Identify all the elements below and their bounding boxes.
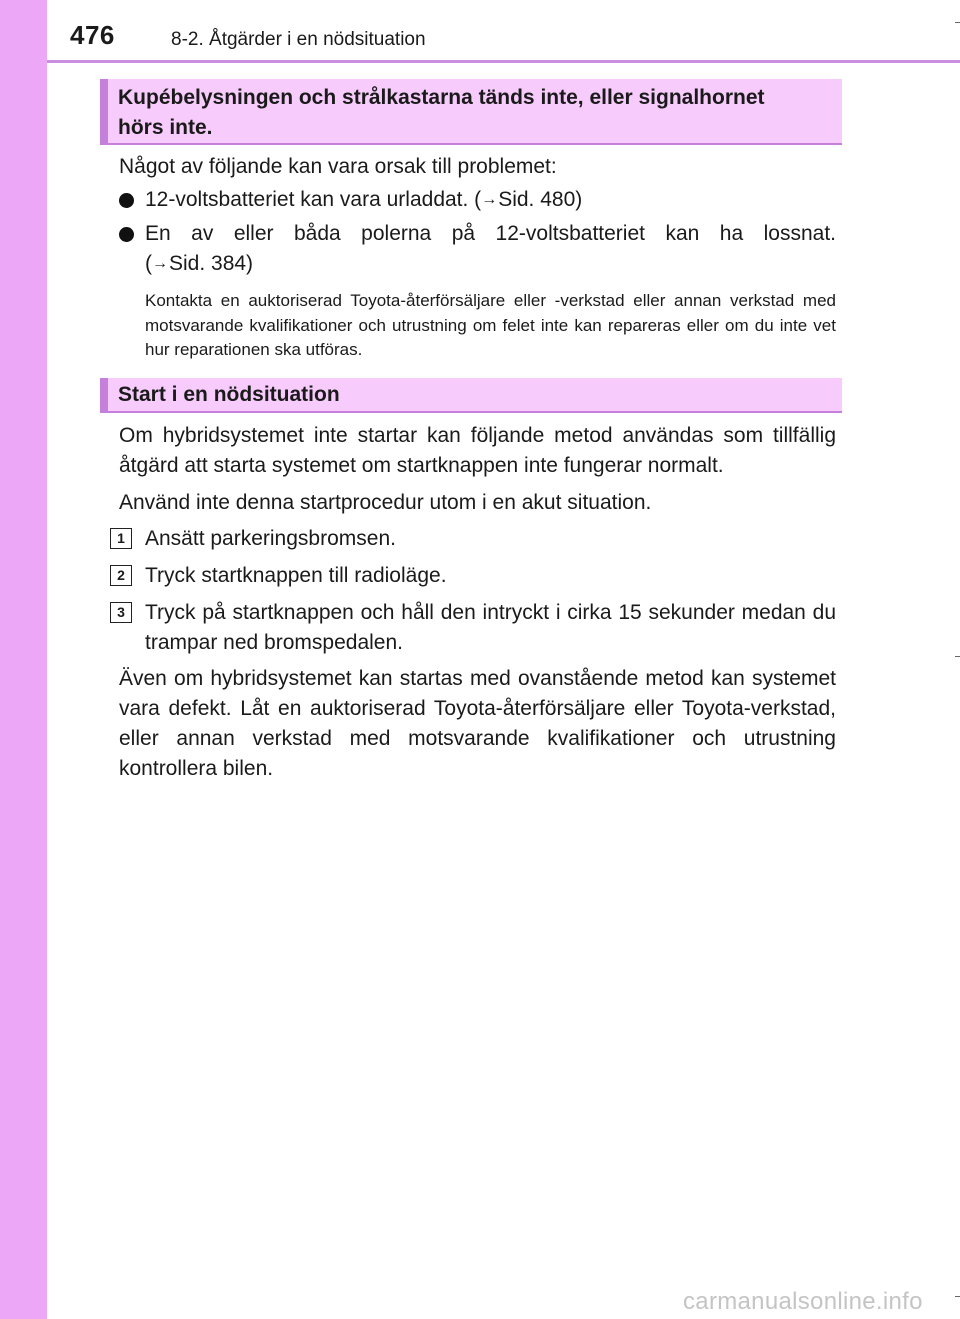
page-number: 476 — [70, 20, 115, 50]
header-rule — [47, 60, 960, 63]
list-item — [119, 185, 836, 215]
section-heading-emergency-start: Start i en nödsituation — [100, 378, 842, 413]
step-text: Tryck på startknappen och håll den intryckt i cirka 15 sekunder medan du trampar ned bromspedalen. — [145, 601, 836, 654]
step-number-badge: 1 — [110, 528, 132, 549]
closing-text: Även om hybridsystemet kan startas med ovanstående metod kan systemet vara defekt. Låt en auktoriserad Toyota-återförsäljare eller Toyota-verkstad, eller annan verkstad med motsvarande kvalifikationer och utrustning kontrollera bilen. — [119, 667, 836, 780]
heading-line: Kupébelysningen och strålkastarna tänds inte, eller signalhornet — [118, 86, 765, 109]
arrow-right-icon: → — [152, 255, 168, 272]
intro-text: Om hybridsystemet inte startar kan följande metod användas som tillfällig åtgärd att starta systemet om startknappen inte fungerar normalt. — [119, 424, 836, 477]
list-item — [119, 219, 836, 279]
step-item — [110, 524, 836, 554]
arrow-right-icon: → — [481, 191, 498, 208]
filled-circle-icon — [119, 193, 134, 208]
section-title: 8-2. Åtgärder i en nödsituation — [171, 29, 426, 50]
filled-circle-icon — [119, 227, 134, 242]
step-number-badge: 2 — [110, 565, 132, 586]
bullet-text: 12-voltsbatteriet kan vara urladdat. ( — [145, 188, 482, 211]
step-item — [110, 561, 836, 591]
step-number-badge: 3 — [110, 602, 132, 623]
page-reference: Sid. 384) — [169, 252, 254, 275]
heading-line: hörs inte. — [118, 116, 213, 139]
step-item — [110, 598, 836, 658]
crop-mark — [955, 656, 960, 657]
left-chapter-tab — [0, 0, 47, 1319]
watermark: carmanualsonline.info — [683, 1288, 923, 1315]
step-text: Ansätt parkeringsbromsen. — [145, 527, 396, 550]
section-heading-lights — [100, 79, 842, 145]
step-text: Tryck startknappen till radioläge. — [145, 564, 447, 587]
bracket: ( — [145, 252, 152, 275]
crop-mark — [955, 22, 960, 23]
warning-text: Använd inte denna startprocedur utom i en akut situation. — [119, 491, 652, 514]
intro-text: Något av följande kan vara orsak till problemet: — [119, 155, 557, 178]
crop-mark — [955, 1296, 960, 1297]
bullet-text: En av eller båda polerna på 12-voltsbatteriet kan ha lossnat. — [145, 222, 836, 245]
page-reference: Sid. 480) — [498, 188, 583, 211]
note-text: Kontakta en auktoriserad Toyota-återförsäljare eller -verkstad eller annan verkstad med motsvarande kvalifikationer och utrustning om felet inte kan repareras eller om du inte vet hur reparationen ska utföras. — [145, 291, 836, 359]
